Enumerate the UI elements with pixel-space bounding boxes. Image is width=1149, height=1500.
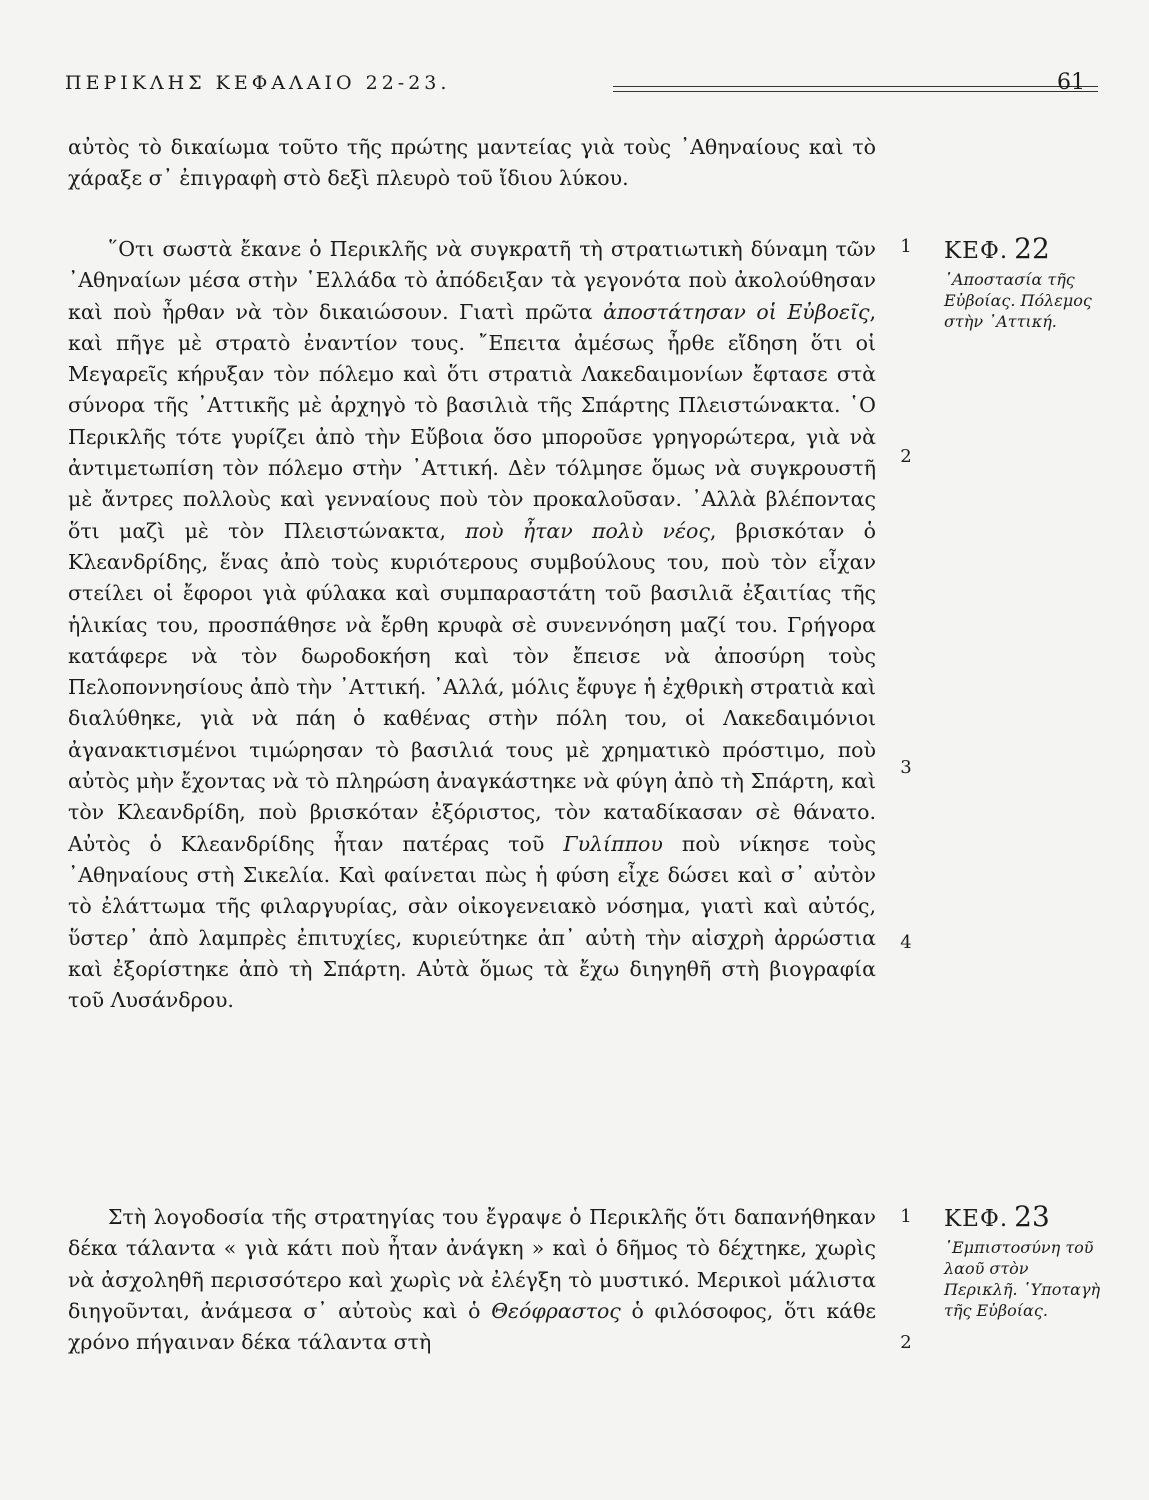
- italic-run: ποὺ ἦταν πολὺ νέος: [465, 518, 710, 543]
- line-number: 2: [900, 1332, 912, 1353]
- paragraph-text: αὐτὸς τὸ δικαίωμα τοῦτο τῆς πρώτης μαντείας γιὰ τοὺς ᾿Αθηναίους καὶ τὸ χάραξε σ᾽ ἐπιγραφὴ στὸ δεξὶ πλευρὸ τοῦ ἴδιου λύκου.: [68, 135, 876, 191]
- line-number: 1: [900, 1206, 912, 1227]
- chapter-label: ΚΕΦ.: [944, 1206, 1009, 1232]
- paragraph-continuation: [68, 132, 876, 195]
- text-run: ποὺ νίκησε τοὺς ᾿Αθηναίους στὴ Σικελία. Καὶ φαίνεται πὼς ἡ φύση εἶχε δώσει καὶ σ᾽ αὐτὸν τὸ ἐλάττωμα τῆς φιλαργυρίας, σὰν οἰκογενειακὸ νόσημα, γιατὶ καὶ αὐτός, ὕστερ᾽ ἀπὸ λαμπρὲς ἐπιτυχίες, κυριεύτηκε ἀπ᾽ αὐτὴ τὴν αἰσχρὴ ἀρρώστια καὶ ἐξορίστηκε ἀπὸ τὴ Σπάρτη. Αὐτὰ ὅμως τὰ ἔχω διηγηθῆ στὴ βιογραφία τοῦ Λυσάνδρου.: [68, 831, 876, 1013]
- italic-run: ἀποστάτησαν οἱ Εὐβοεῖς: [603, 299, 870, 324]
- line-number: 1: [900, 236, 912, 257]
- margin-note-chapter-22: [944, 232, 1104, 332]
- line-number: 4: [900, 932, 912, 953]
- line-number: 3: [900, 757, 912, 778]
- paragraph-text: [68, 234, 876, 1016]
- text-run: , καὶ πῆγε μὲ στρατὸ ἐναντίον τους. ῎Επειτα ἀμέσως ἦρθε εἴδηση ὅτι οἱ Μεγαρεῖς κήρυξαν τὸν πόλεμο καὶ ὅτι στρατιὰ Λακεδαιμονίων ἔφτασε στὰ σύνορα τῆς ᾿Αττικῆς μὲ ἀρχηγὸ τὸ βασιλιὰ τῆς Σπάρτης Πλειστώνακτα. ῾Ο Περικλῆς τότε γυρίζει ἀπὸ τὴν Εὔβοια ὅσο μποροῦσε γρηγορώτερα, γιὰ νὰ ἀντιμετωπίση τὸν πόλεμο στὴν ᾿Αττική. Δὲν τόλμησε ὅμως νὰ συγκρουστῆ μὲ ἄντρες πολλοὺς καὶ γενναίους ποὺ τὸν προκαλοῦσαν. ᾿Αλλὰ βλέποντας ὅτι μαζὶ μὲ τὸν Πλειστώνακτα,: [68, 299, 876, 543]
- running-head: ΠΕΡΙΚΛΗΣ ΚΕΦΑΛΑΙΟ 22-23.: [65, 72, 451, 94]
- page-number: 61: [1057, 70, 1085, 95]
- italic-run: Γυλίππου: [563, 831, 663, 856]
- chapter-heading: [944, 232, 1104, 265]
- text-run: ὁ φιλόσοφος, ὅτι κάθε χρόνο πήγαιναν δέκα τάλαντα στὴ: [68, 1298, 876, 1355]
- italic-run: Θεόφραστος: [491, 1298, 621, 1323]
- paragraph-chapter-23: [68, 1202, 876, 1358]
- margin-note-chapter-23: [944, 1200, 1104, 1321]
- text-run: Στὴ λογοδοσία τῆς στρατηγίας του ἔγραψε ὁ Περικλῆς ὅτι δαπανήθηκαν δέκα τάλαντα « γιὰ κάτι ποὺ ἦταν ἀνάγκη » καὶ ὁ δῆμος τὸ δέχτηκε, χωρὶς νὰ ἀσχοληθῆ περισσότερο καὶ χωρὶς νὰ ἐλέγξη τὸ μυστικό. Μερικοὶ μάλιστα διηγοῦνται, ἀνάμεσα σ᾽ αὐτοὺς καὶ ὁ: [68, 1205, 876, 1323]
- paragraph-text: [68, 1202, 876, 1358]
- chapter-label: ΚΕΦ.: [944, 238, 1009, 264]
- chapter-number: 23: [1014, 1200, 1050, 1233]
- paragraph-chapter-22: [68, 234, 876, 1016]
- text-run: ῞Οτι σωστὰ ἔκανε ὁ Περικλῆς νὰ συγκρατῆ τὴ στρατιωτικὴ δύναμη τῶν ᾿Αθηναίων μέσα στὴν ῾Ελλάδα τὸ ἀπόδειξαν τὰ γεγονότα ποὺ ἀκολούθησαν καὶ ποὺ ἦρθαν νὰ τὸν δικαιώσουν. Γιατὶ πρῶτα: [68, 237, 876, 324]
- header-rule-2: [613, 91, 1098, 92]
- chapter-summary: ᾿Αποστασία τῆς Εὐβοίας. Πόλεμος στὴν ᾿Αττική.: [944, 270, 1092, 331]
- header-rule: [613, 86, 1098, 87]
- line-number: 2: [900, 446, 912, 467]
- chapter-summary: ᾿Εμπιστοσύνη τοῦ λαοῦ στὸν Περικλῆ. ῾Υποταγὴ τῆς Εὐβοίας.: [944, 1238, 1101, 1320]
- chapter-heading: [944, 1200, 1104, 1233]
- text-run: , βρισκόταν ὁ Κλεανδρίδης, ἕνας ἀπὸ τοὺς κυριότερους συμβούλους του, ποὺ τὸν εἶχαν στείλει οἱ ἔφοροι γιὰ φύλακα καὶ συμπαραστάτη τοῦ βασιλιᾶ ἐξαιτίας τῆς ἡλικίας του, προσπάθησε νὰ ἔρθη κρυφὰ σὲ συνεννόηση μαζί του. Γρήγορα κατάφερε νὰ τὸν δωροδοκήση καὶ τὸν ἔπεισε νὰ ἀποσύρη τοὺς Πελοποννησίους ἀπὸ τὴν ᾿Αττική. ᾿Αλλά, μόλις ἔφυγε ἡ ἐχθρικὴ στρατιὰ καὶ διαλύθηκε, γιὰ νὰ πάη ὁ καθένας στὴν πόλη του, οἱ Λακεδαιμόνιοι ἀγανακτισμένοι τιμώρησαν τὸ βασιλιά τους μὲ χρηματικὸ πρόστιμο, ποὺ αὐτὸς μὴν ἔχοντας νὰ τὸ πληρώση ἀναγκάστηκε νὰ φύγη ἀπὸ τὴ Σπάρτη, καὶ τὸν Κλεανδρίδη, ποὺ βρισκόταν ἐξόριστος, τὸν καταδίκασαν σὲ θάνατο. Αὐτὸς ὁ Κλεανδρίδης ἦταν πατέρας τοῦ: [68, 518, 876, 856]
- page-header: [65, 70, 1085, 104]
- chapter-number: 22: [1014, 232, 1050, 265]
